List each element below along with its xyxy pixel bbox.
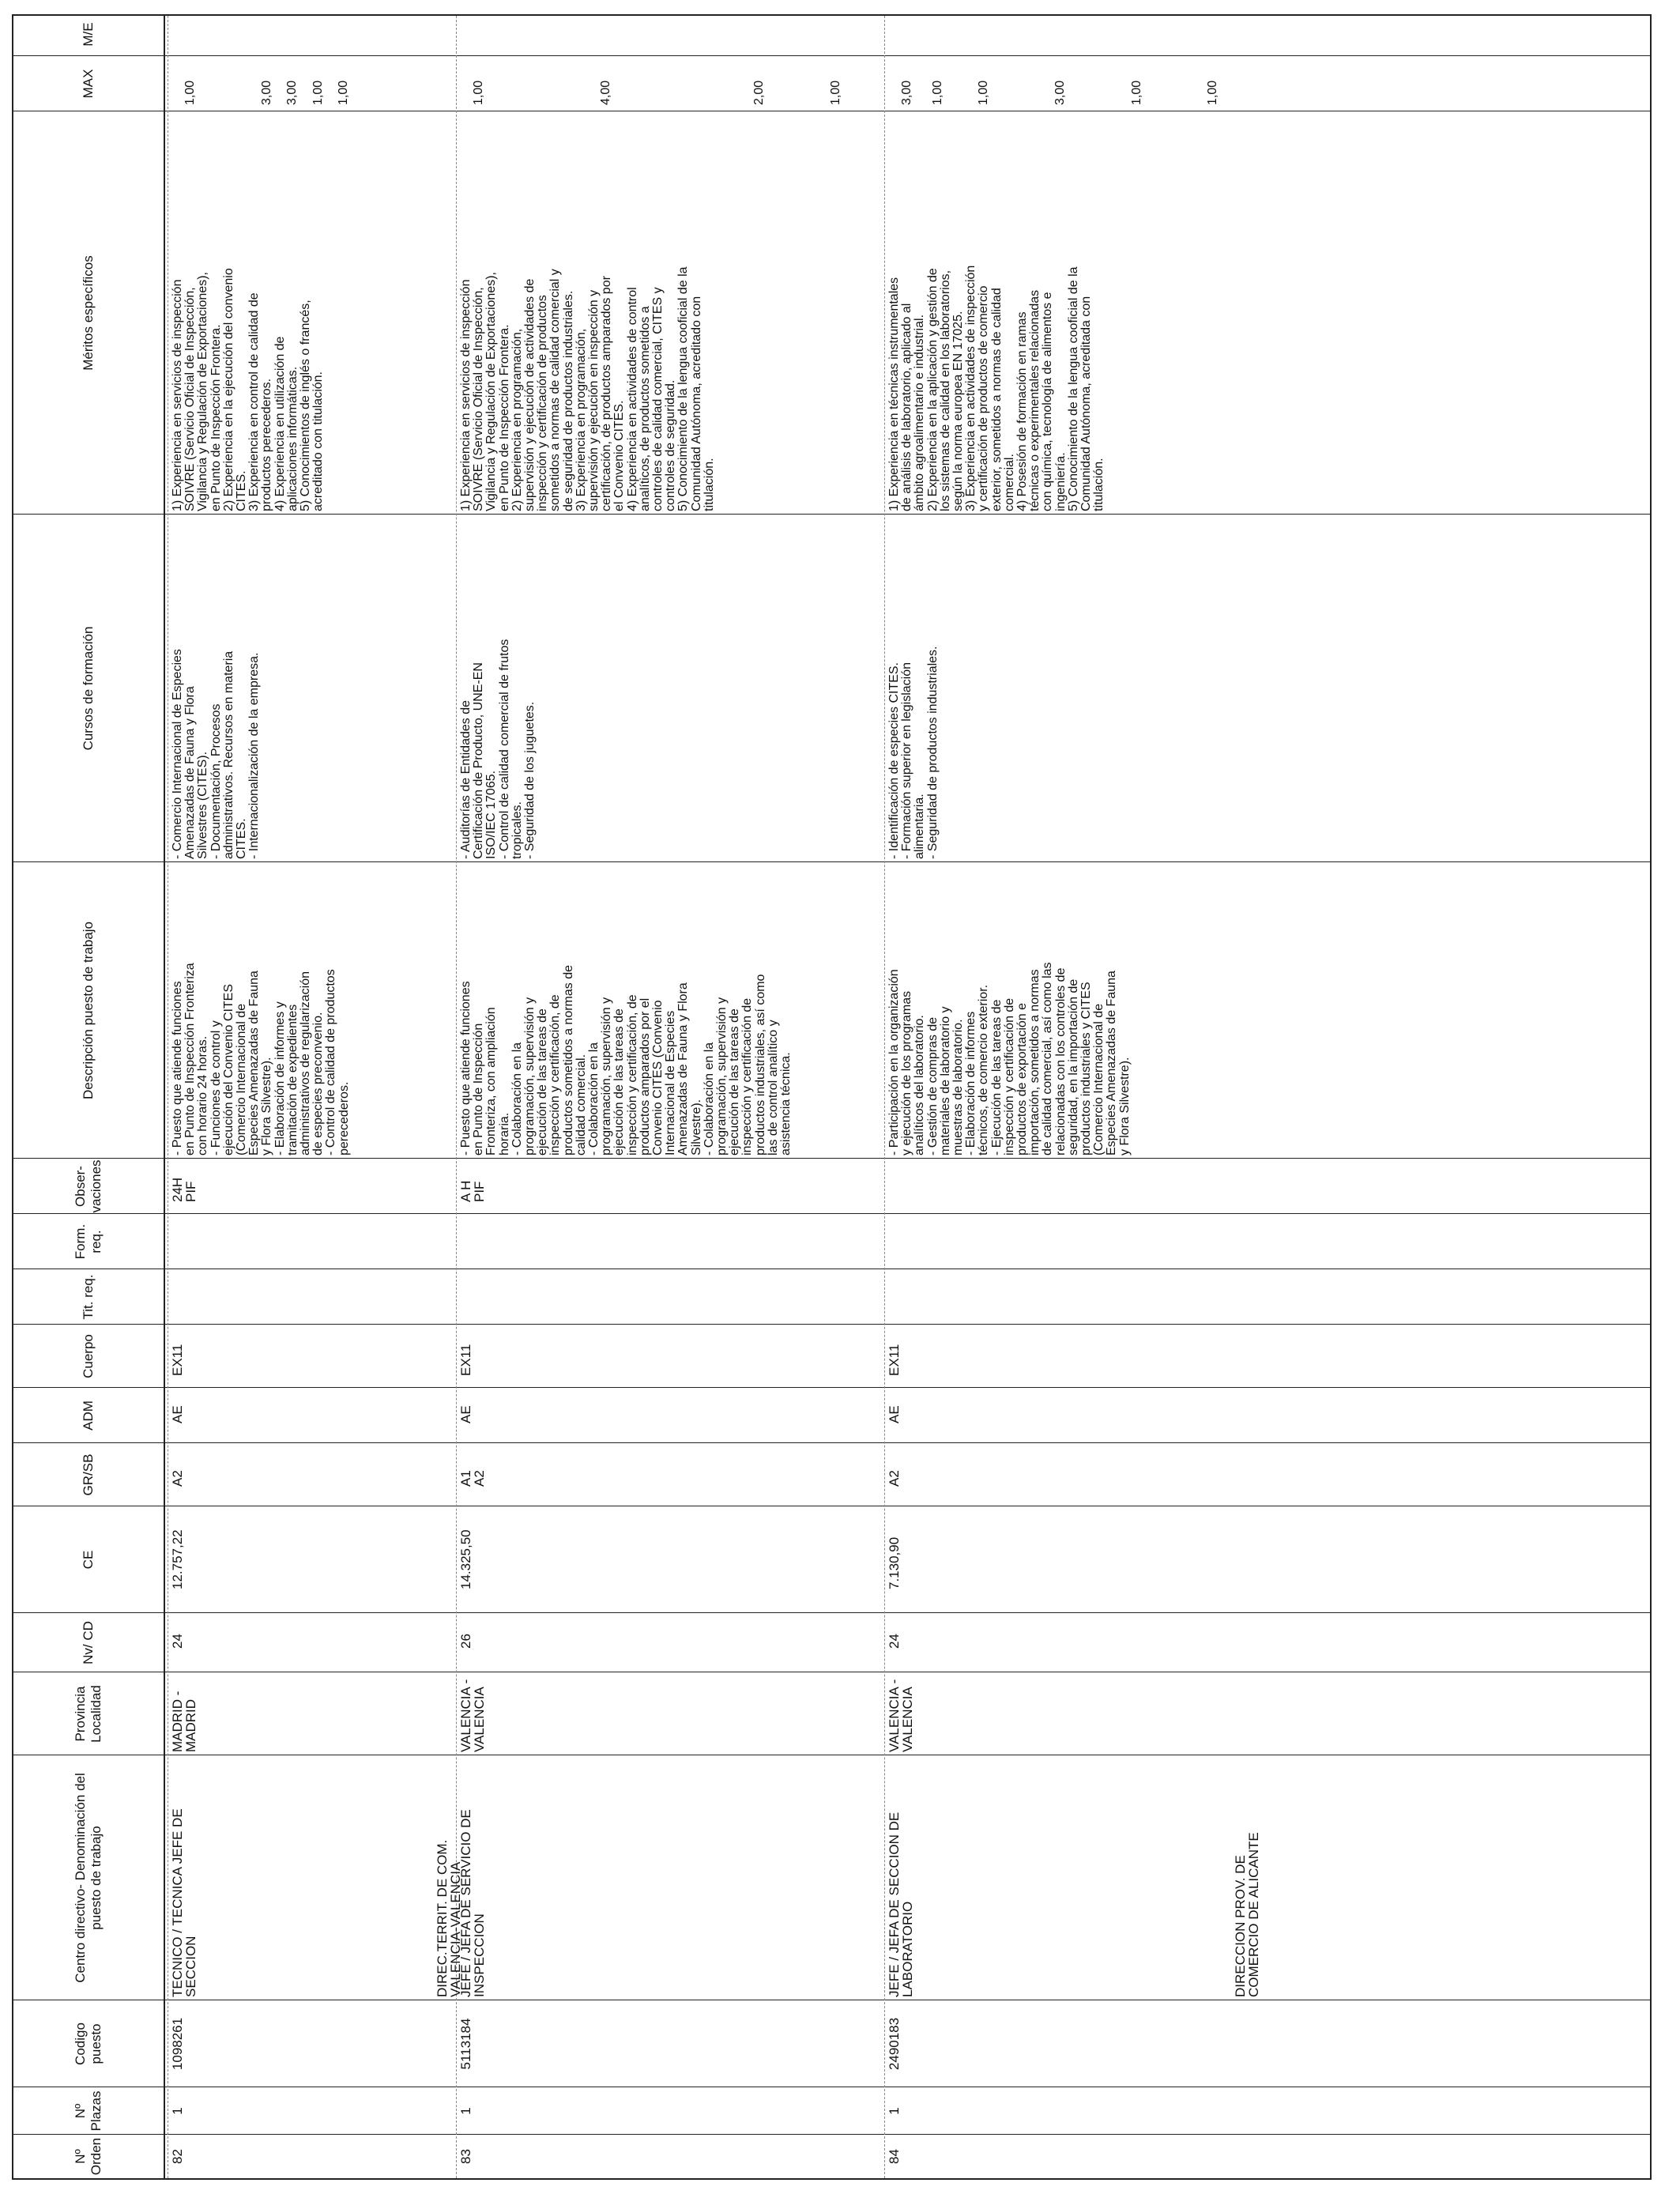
header-form: Form. req. <box>73 1223 104 1260</box>
descripcion-cell: - Participación en la organización y ejecución de los programas analíticos del laboratorio. - Gestión de compras de materiales de laboratorio y muestras de laboratorio. - Elaboración de informes técnicos, de comercio exterior. - Ejecución de las tareas de inspección y certificación de productos de exportación e importación, sometidos a normas de calidad comercial, así como las relacionadas con los controles de seguridad, en la importación de productos industriales y CITES (Comercio Internacional de Especies Amenazadas de Fauna y Flora Silvestre). <box>887 962 1132 1155</box>
header-obs: Obser- vaciones <box>73 1159 104 1213</box>
max-value <box>728 59 740 105</box>
plazas-cell: 1 <box>887 2107 902 2115</box>
header-max: MAX <box>81 69 96 99</box>
header-ce: CE <box>81 1550 96 1570</box>
max-value: 1,00 <box>1129 80 1143 105</box>
max-value <box>499 59 511 105</box>
max-value <box>1105 59 1117 105</box>
header-orden: Nº Orden <box>73 2137 104 2176</box>
max-value <box>574 59 587 105</box>
descripcion-cell: - Puesto que atiende funciones en Punto de Inspección Fronteriza, con ampliación horaria. - Colaboración en la programación, supervisión y ejecución de las tareas de inspección y certificación, de productos sometidos a normas de calidad comercial. - Colaboración en la programación, supervisión y ejecución de las tareas de inspección y certificación, de productos amparados por el Convenio CITES (Convenio Internacional de Especies Amenazadas de Fauna y Flora Silvestre). - Colaboración en la programación, supervisión y ejecución de las tareas de inspección y certificación de productos industriales, así como las de control analítico y asistencia técnica. <box>459 964 793 1155</box>
column-divider <box>13 1442 1650 1443</box>
max-value <box>626 59 638 105</box>
max-value: 2,00 <box>751 80 766 105</box>
header-plazas: Nº Plazas <box>73 2090 104 2132</box>
max-value <box>235 59 248 105</box>
provincia-cell: VALENCIA - VALENCIA <box>458 1679 487 1752</box>
max-value: 3,00 <box>260 80 274 105</box>
column-divider <box>13 1324 1650 1325</box>
max-value: 1,00 <box>930 80 944 105</box>
column-divider <box>13 1213 1650 1214</box>
max-value: 4,00 <box>599 80 613 105</box>
max-value <box>952 59 965 105</box>
cuerpo-cell: EX11 <box>458 1344 473 1376</box>
column-divider <box>13 2134 1650 2135</box>
max-value <box>549 59 562 105</box>
nivel-cell: 24 <box>170 1634 185 1649</box>
provincia-cell: VALENCIA - VALENCIA <box>887 1679 915 1752</box>
orden-cell: 82 <box>170 2149 185 2164</box>
max-value <box>702 59 714 105</box>
max-value: 1,00 <box>311 80 325 105</box>
max-value <box>1003 59 1015 105</box>
max-value <box>1181 59 1194 105</box>
header-codigo: Codigo puesto <box>73 2022 104 2065</box>
column-divider <box>13 1612 1650 1613</box>
max-value <box>927 59 940 105</box>
header-tit: Tit. req. <box>81 1274 96 1320</box>
positions-table <box>12 14 1652 2180</box>
meritos-cell: 1) Experiencia en servicios de inspección SOIVRE (Servicio Oficial de Inspección, Vigilancia y Regulación de Exportaciones), en Punto de Inspección Frontera. 2) Experiencia en programación, supervisión y ejecución de actividades de inspección y certificación de productos sometidos a normas de calidad comercial y de seguridad de productos industriales. 3) Experiencia en programación, supervisión y ejecución en inspección y certificación, de productos amparados por el Convenio CITES. 4) Experiencia en actividades de control analíticos, de productos sometidos a controles de calidad comercial, CITES y controles de seguridad. 5) Conocimiento de la lengua cooficial de la Comunidad Autónoma, acreditado con titulación. <box>459 266 716 511</box>
table-header <box>13 16 165 2178</box>
cursos-cell: - Auditorías de Entidades de Certificación de Producto, UNE-EN ISO/IEC 17065. - Control de calidad comercial de frutos tropicales. - Seguridad de los juguetes. <box>459 639 537 859</box>
header-adm: ADM <box>81 1400 96 1431</box>
header-centro: Centro directivo- Denominación del puesto de trabajo <box>73 1773 104 1983</box>
column-divider <box>13 1387 1650 1388</box>
grupo-cell: A2 <box>170 1470 185 1487</box>
max-value <box>804 59 816 105</box>
max-value <box>210 59 223 105</box>
max-cell <box>171 56 456 111</box>
max-value: 1,00 <box>337 80 351 105</box>
max-value: 1,00 <box>183 80 198 105</box>
centro-directivo-label: DIREC.TERRIT. DE COM. VALENCIA-VALENCIA <box>435 1839 463 1997</box>
meritos-cell: 1) Experiencia en técnicas instrumentales de análisis de laboratorio, aplicado al ámbito agroalimentario e industrial. 2) Experiencia en la aplicación y gestión de los sistemas de calidad en los laboratorios, según la norma europea EN 17025. 3) Experiencia en actividades de inspección y certificación de productos de comercio exterior, sometidos a normas de calidad comercial. 4) Posesión de formación en ramas técnicas o experimentales relacionadas con química, tecnología de alimentos e ingeniería. 5) Conocimiento de la lengua cooficial de la Comunidad Autónoma, acreditada con titulación. <box>887 265 1106 511</box>
max-value <box>1029 59 1042 105</box>
header-cursos: Cursos de formación <box>81 626 96 751</box>
max-value: 3,00 <box>900 80 914 105</box>
header-descripcion: Descripción puesto de trabajo <box>81 922 96 1099</box>
grupo-cell: A2 <box>887 1470 902 1487</box>
cursos-cell: - Identificación de especies CITES. - Formación superior en legislación alimentaria. - Seguridad de productos industriales. <box>887 646 940 859</box>
plazas-cell: 1 <box>458 2107 473 2115</box>
max-value: 3,00 <box>1053 80 1067 105</box>
max-cell <box>888 56 1220 111</box>
max-value: 1,00 <box>1206 80 1220 105</box>
cuerpo-cell: EX11 <box>887 1344 902 1376</box>
max-value: 3,00 <box>285 80 299 105</box>
ce-cell: 7.130,90 <box>887 1536 902 1589</box>
ce-cell: 12.757,22 <box>170 1529 185 1589</box>
max-value <box>1156 59 1169 105</box>
obs-cell: 24H PIF <box>170 1177 198 1202</box>
centro-cell: JEFE / JEFA DE SERVICIO DE INSPECCION <box>458 1809 487 1997</box>
centro-cell: JEFE / JEFA DE SECCION DE LABORATORIO <box>887 1811 915 1997</box>
header-grupo: GR/SB <box>81 1453 96 1496</box>
plazas-cell: 1 <box>170 2107 185 2115</box>
max-value <box>676 59 689 105</box>
header-me: M/E <box>81 22 96 47</box>
adm-cell: AE <box>458 1405 473 1423</box>
grupo-cell: A1 A2 <box>458 1470 487 1487</box>
adm-cell: AE <box>887 1405 902 1423</box>
max-value: 1,00 <box>472 80 486 105</box>
meritos-cell: 1) Experiencia en servicios de inspección SOIVRE (Servicio Oficial de Inspección, Vigilancia y Regulación de Exportaciones), en Punto de Inspección Frontera. 2) Experiencia en la ejecución del convenio CITES. 3) Experiencia en control de calidad de productos perecederos. 4) Experiencia en utilización de aplicaciones informáticas. 5) Conocimientos de inglés o francés, acreditado con titulación. <box>171 268 326 511</box>
max-value: 1,00 <box>977 80 991 105</box>
codigo-cell: 2490183 <box>887 2017 902 2071</box>
cuerpo-cell: EX11 <box>170 1344 185 1376</box>
descripcion-cell: - Puesto que atiende funciones en Punto de Inspección Fronteriza con horario 24 horas. - Funciones de control y ejecución del Convenio CITES (Comercio Internacional de Especies Amenazadas de Fauna y Flora Silvestre). - Elaboración de informes y tramitación de expedientes administrativos de regularización de especies preconvenio. - Control de calidad de productos perecederos. <box>171 963 351 1155</box>
obs-cell: A H PIF <box>458 1180 487 1202</box>
header-meritos: Méritos específicos <box>81 255 96 371</box>
codigo-cell: 1098261 <box>170 2017 185 2071</box>
provincia-cell: MADRID - MADRID <box>170 1691 198 1752</box>
max-value <box>778 59 791 105</box>
cursos-cell: - Comercio Internacional de Especies Amenazadas de Fauna y Flora Silvestres (CITES). - Documentación, Procesos administrativos. Recursos en materia CITES. - Internacionalización de la empresa. <box>171 649 262 859</box>
centro-directivo-label: DIRECCION PROV. DE COMERCIO DE ALICANTE <box>1233 1832 1261 1997</box>
header-provincia: Provincia Localidad <box>73 1685 104 1743</box>
ce-cell: 14.325,50 <box>458 1529 473 1589</box>
nivel-cell: 24 <box>887 1634 902 1649</box>
orden-cell: 83 <box>458 2149 473 2164</box>
row-separator <box>884 16 885 2178</box>
header-cuerpo: Cuerpo <box>81 1334 96 1378</box>
codigo-cell: 5113184 <box>458 2018 473 2070</box>
max-value <box>1079 59 1092 105</box>
max-value <box>651 59 664 105</box>
max-value: 1,00 <box>828 80 842 105</box>
orden-cell: 84 <box>887 2149 902 2164</box>
nivel-cell: 26 <box>458 1634 473 1649</box>
max-value <box>524 59 537 105</box>
centro-cell: TECNICO / TECNICA JEFE DE SECCION <box>170 1808 198 1997</box>
header-nivel: Nv/ CD <box>81 1621 96 1664</box>
max-value <box>855 59 868 105</box>
adm-cell: AE <box>170 1405 185 1423</box>
